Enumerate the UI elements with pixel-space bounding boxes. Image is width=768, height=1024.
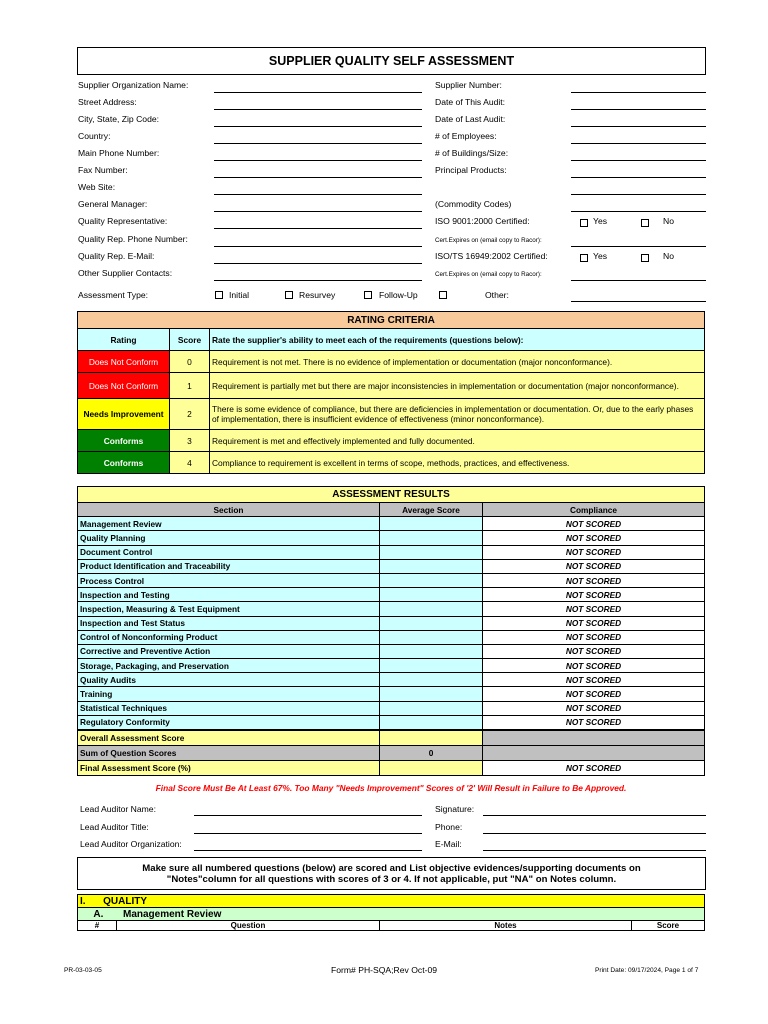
compliance-status: NOT SCORED: [483, 701, 705, 715]
description-header: Rate the supplier's ability to meet each of the requirements (questions below):: [210, 329, 705, 351]
field-label: Main Phone Number:: [78, 148, 160, 158]
yes-label: Yes: [593, 216, 608, 226]
auditor-field-label: Lead Auditor Organization:: [80, 839, 182, 849]
subsection-title: Management Review: [122, 908, 222, 920]
initial-checkbox[interactable]: [215, 291, 223, 299]
results-row: [78, 673, 705, 687]
auditor-input-line[interactable]: [483, 815, 706, 816]
field-label: Web Site:: [78, 182, 116, 192]
rating-row: [78, 430, 705, 452]
field-label: Quality Representative:: [78, 216, 168, 226]
rating-score: 2: [170, 399, 210, 430]
yes-label: Yes: [593, 251, 608, 261]
results-row: [78, 602, 705, 616]
yes-checkbox[interactable]: [580, 219, 588, 227]
instruction-line-1: Make sure all numbered questions (below) are scored and List objective evidences/supporting documents on: [142, 862, 641, 874]
average-score: [380, 573, 483, 587]
resurvey-label: Resurvey: [299, 290, 336, 300]
auditor-field-label: Signature:: [435, 804, 475, 814]
field-label: Principal Products:: [435, 165, 507, 175]
auditor-field-label: E-Mail:: [435, 839, 462, 849]
section-name: Control of Nonconforming Product: [78, 630, 380, 644]
field-input-line[interactable]: [214, 109, 422, 110]
follow-up-label: Follow-Up: [379, 290, 418, 300]
field-label: Date of This Audit:: [435, 97, 506, 107]
rating-description: Requirement is partially met but there are major inconsistencies in implementation or documentation (major nonconformance).: [210, 373, 705, 399]
rating-description: There is some evidence of compliance, but there are deficiencies in implementation or documentation. Or, due to the early phases of implementation, there is insufficient evidence of effectiveness (minor nonconformance).: [210, 399, 705, 430]
results-row: [78, 630, 705, 644]
compliance-status: NOT SCORED: [483, 602, 705, 616]
field-label: Cert.Expires on (email copy to Racor):: [435, 271, 542, 278]
field-label: Supplier Number:: [435, 80, 502, 90]
average-score: [380, 715, 483, 730]
average-score: [380, 588, 483, 602]
field-input-line[interactable]: [571, 194, 706, 195]
final-score-value: [380, 761, 483, 776]
rating-row: [78, 373, 705, 399]
other-checkbox[interactable]: [439, 291, 447, 299]
field-input-line[interactable]: [571, 126, 706, 127]
average-score: [380, 616, 483, 630]
assessment-results-title: ASSESSMENT RESULTS: [78, 487, 705, 503]
field-input-line[interactable]: [214, 126, 422, 127]
field-input-line[interactable]: [214, 194, 422, 195]
quality-section-table: [77, 894, 705, 931]
section-name: Inspection, Measuring & Test Equipment: [78, 602, 380, 616]
field-input-line[interactable]: [571, 92, 706, 93]
form-title: SUPPLIER QUALITY SELF ASSESSMENT: [77, 47, 706, 75]
results-row: [78, 687, 705, 701]
field-input-line[interactable]: [571, 177, 706, 178]
field-input-line[interactable]: [214, 263, 422, 264]
field-label: ISO/TS 16949:2002 Certified:: [435, 251, 548, 261]
rating-row: [78, 452, 705, 474]
field-label: Street Address:: [78, 97, 137, 107]
field-label: Other Supplier Contacts:: [78, 268, 173, 278]
follow-up-checkbox[interactable]: [364, 291, 372, 299]
rating-label: Conforms: [78, 430, 170, 452]
final-compliance: NOT SCORED: [483, 761, 705, 776]
rating-score: 4: [170, 452, 210, 474]
compliance-status: NOT SCORED: [483, 573, 705, 587]
rating-score: 0: [170, 351, 210, 373]
compliance-status: NOT SCORED: [483, 545, 705, 559]
field-input-line[interactable]: [214, 211, 422, 212]
average-score: [380, 531, 483, 545]
average-score: [380, 701, 483, 715]
section-name: Quality Audits: [78, 673, 380, 687]
section-name: Statistical Techniques: [78, 701, 380, 715]
compliance-status: NOT SCORED: [483, 687, 705, 701]
compliance-header: Compliance: [483, 503, 705, 517]
footer-print-date: Print Date: 09/17/2024, Page 1 of 7: [595, 967, 699, 974]
field-input-line[interactable]: [571, 280, 706, 281]
field-label: (Commodity Codes): [435, 199, 512, 209]
field-input-line[interactable]: [571, 160, 706, 161]
compliance-status: NOT SCORED: [483, 559, 705, 573]
section-header: Section: [78, 503, 380, 517]
field-input-line[interactable]: [214, 143, 422, 144]
rating-score: 1: [170, 373, 210, 399]
field-label: Cert.Expires on (email copy to Racor):: [435, 237, 542, 244]
no-checkbox[interactable]: [641, 219, 649, 227]
rating-label: Does Not Conform: [78, 351, 170, 373]
sum-compliance: [483, 746, 705, 761]
section-name: Training: [78, 687, 380, 701]
subsection-letter: A.: [93, 908, 104, 920]
rating-label: Conforms: [78, 452, 170, 474]
auditor-input-line[interactable]: [194, 833, 422, 834]
field-label: Quality Rep. Phone Number:: [78, 234, 188, 244]
average-score: [380, 687, 483, 701]
field-label: Supplier Organization Name:: [78, 80, 189, 90]
section-name: Corrective and Preventive Action: [78, 644, 380, 658]
rating-header: Rating: [78, 329, 170, 351]
section-title: QUALITY: [103, 895, 148, 907]
results-row: [78, 573, 705, 587]
field-input-line[interactable]: [571, 109, 706, 110]
average-score: [380, 630, 483, 644]
field-label: City, State, Zip Code:: [78, 114, 160, 124]
field-input-line[interactable]: [214, 92, 422, 93]
compliance-status: NOT SCORED: [483, 531, 705, 545]
results-row: [78, 588, 705, 602]
sum-scores-value: 0: [380, 746, 483, 761]
field-input-line[interactable]: [214, 160, 422, 161]
results-row: [78, 531, 705, 545]
score-column-header: Score: [632, 921, 705, 931]
footer-doc-id: PR-03-03-05: [64, 967, 102, 974]
rating-criteria-table: [77, 311, 705, 474]
field-label: Fax Number:: [78, 165, 128, 175]
auditor-field-label: Lead Auditor Name:: [80, 804, 156, 814]
rating-label: Does Not Conform: [78, 373, 170, 399]
field-label: Quality Rep. E-Mail:: [78, 251, 155, 261]
field-label: Date of Last Audit:: [435, 114, 506, 124]
yes-checkbox[interactable]: [580, 254, 588, 262]
compliance-status: NOT SCORED: [483, 644, 705, 658]
rating-description: Compliance to requirement is excellent in terms of scope, methods, practices, and effectiveness.: [210, 452, 705, 474]
question-number-header: #: [78, 921, 117, 931]
other-input-line[interactable]: [571, 301, 706, 302]
compliance-status: NOT SCORED: [483, 630, 705, 644]
results-row: [78, 545, 705, 559]
resurvey-checkbox[interactable]: [285, 291, 293, 299]
compliance-status: NOT SCORED: [483, 659, 705, 673]
field-input-line[interactable]: [214, 177, 422, 178]
rating-row: [78, 399, 705, 430]
rating-label: Needs Improvement: [78, 399, 170, 430]
field-label: # of Employees:: [435, 131, 497, 141]
rating-row: [78, 351, 705, 373]
results-row: [78, 701, 705, 715]
average-score: [380, 602, 483, 616]
section-name: Document Control: [78, 545, 380, 559]
auditor-input-line[interactable]: [194, 815, 422, 816]
score-header: Score: [170, 329, 210, 351]
other-label: Other:: [485, 290, 509, 300]
average-score: [380, 659, 483, 673]
assessment-type-label: Assessment Type:: [78, 290, 149, 300]
rating-description: Requirement is not met. There is no evidence of implementation or documentation (major nonconformance).: [210, 351, 705, 373]
scoring-instructions: [77, 857, 706, 890]
compliance-status: NOT SCORED: [483, 673, 705, 687]
auditor-input-line[interactable]: [483, 833, 706, 834]
assessment-results-table: [77, 486, 705, 776]
overall-compliance: [483, 730, 705, 746]
results-row: [78, 616, 705, 630]
compliance-status: NOT SCORED: [483, 616, 705, 630]
question-header: Question: [117, 921, 380, 931]
auditor-input-line[interactable]: [483, 850, 706, 851]
average-score: [380, 673, 483, 687]
sum-scores-label: Sum of Question Scores: [78, 746, 380, 761]
overall-score-value: [380, 730, 483, 746]
field-label: # of Buildings/Size:: [435, 148, 509, 158]
section-name: Regulatory Conformity: [78, 715, 380, 730]
section-roman: I.: [80, 895, 86, 907]
no-label: No: [663, 251, 674, 261]
compliance-status: NOT SCORED: [483, 517, 705, 531]
section-name: Process Control: [78, 573, 380, 587]
field-label: ISO 9001:2000 Certified:: [435, 216, 530, 226]
no-checkbox[interactable]: [641, 254, 649, 262]
section-name: Product Identification and Traceability: [78, 559, 380, 573]
average-score-header: Average Score: [380, 503, 483, 517]
auditor-field-label: Phone:: [435, 822, 463, 832]
rating-description: Requirement is met and effectively implemented and fully documented.: [210, 430, 705, 452]
results-row: [78, 715, 705, 730]
field-input-line[interactable]: [214, 228, 422, 229]
final-score-label: Final Assessment Score (%): [78, 761, 380, 776]
field-input-line[interactable]: [571, 246, 706, 247]
results-row: [78, 644, 705, 658]
section-name: Storage, Packaging, and Preservation: [78, 659, 380, 673]
field-input-line[interactable]: [214, 246, 422, 247]
average-score: [380, 545, 483, 559]
instruction-line-2: "Notes"column for all questions with scores of 3 or 4. If not applicable, put "NA" on Notes column.: [166, 873, 617, 885]
field-input-line[interactable]: [214, 280, 422, 281]
field-input-line[interactable]: [571, 143, 706, 144]
section-name: Inspection and Testing: [78, 588, 380, 602]
field-input-line[interactable]: [571, 211, 706, 212]
results-row: [78, 659, 705, 673]
auditor-input-line[interactable]: [194, 850, 422, 851]
average-score: [380, 559, 483, 573]
footer-form-number: Form# PH-SQA;Rev Oct-09: [331, 965, 438, 975]
section-name: Inspection and Test Status: [78, 616, 380, 630]
auditor-field-label: Lead Auditor Title:: [80, 822, 149, 832]
average-score: [380, 517, 483, 531]
field-label: General Manager:: [78, 199, 148, 209]
section-name: Management Review: [78, 517, 380, 531]
rating-score: 3: [170, 430, 210, 452]
average-score: [380, 644, 483, 658]
field-label: Country:: [78, 131, 111, 141]
notes-header: Notes: [380, 921, 632, 931]
final-score-warning: Final Score Must Be At Least 67%. Too Many "Needs Improvement" Scores of '2' Will Result in Failure to Be Approved.: [155, 783, 627, 793]
compliance-status: NOT SCORED: [483, 715, 705, 730]
results-row: [78, 517, 705, 531]
section-name: Quality Planning: [78, 531, 380, 545]
compliance-status: NOT SCORED: [483, 588, 705, 602]
initial-label: Initial: [229, 290, 250, 300]
no-label: No: [663, 216, 674, 226]
results-row: [78, 559, 705, 573]
rating-criteria-title: RATING CRITERIA: [78, 312, 705, 329]
overall-score-label: Overall Assessment Score: [78, 730, 380, 746]
